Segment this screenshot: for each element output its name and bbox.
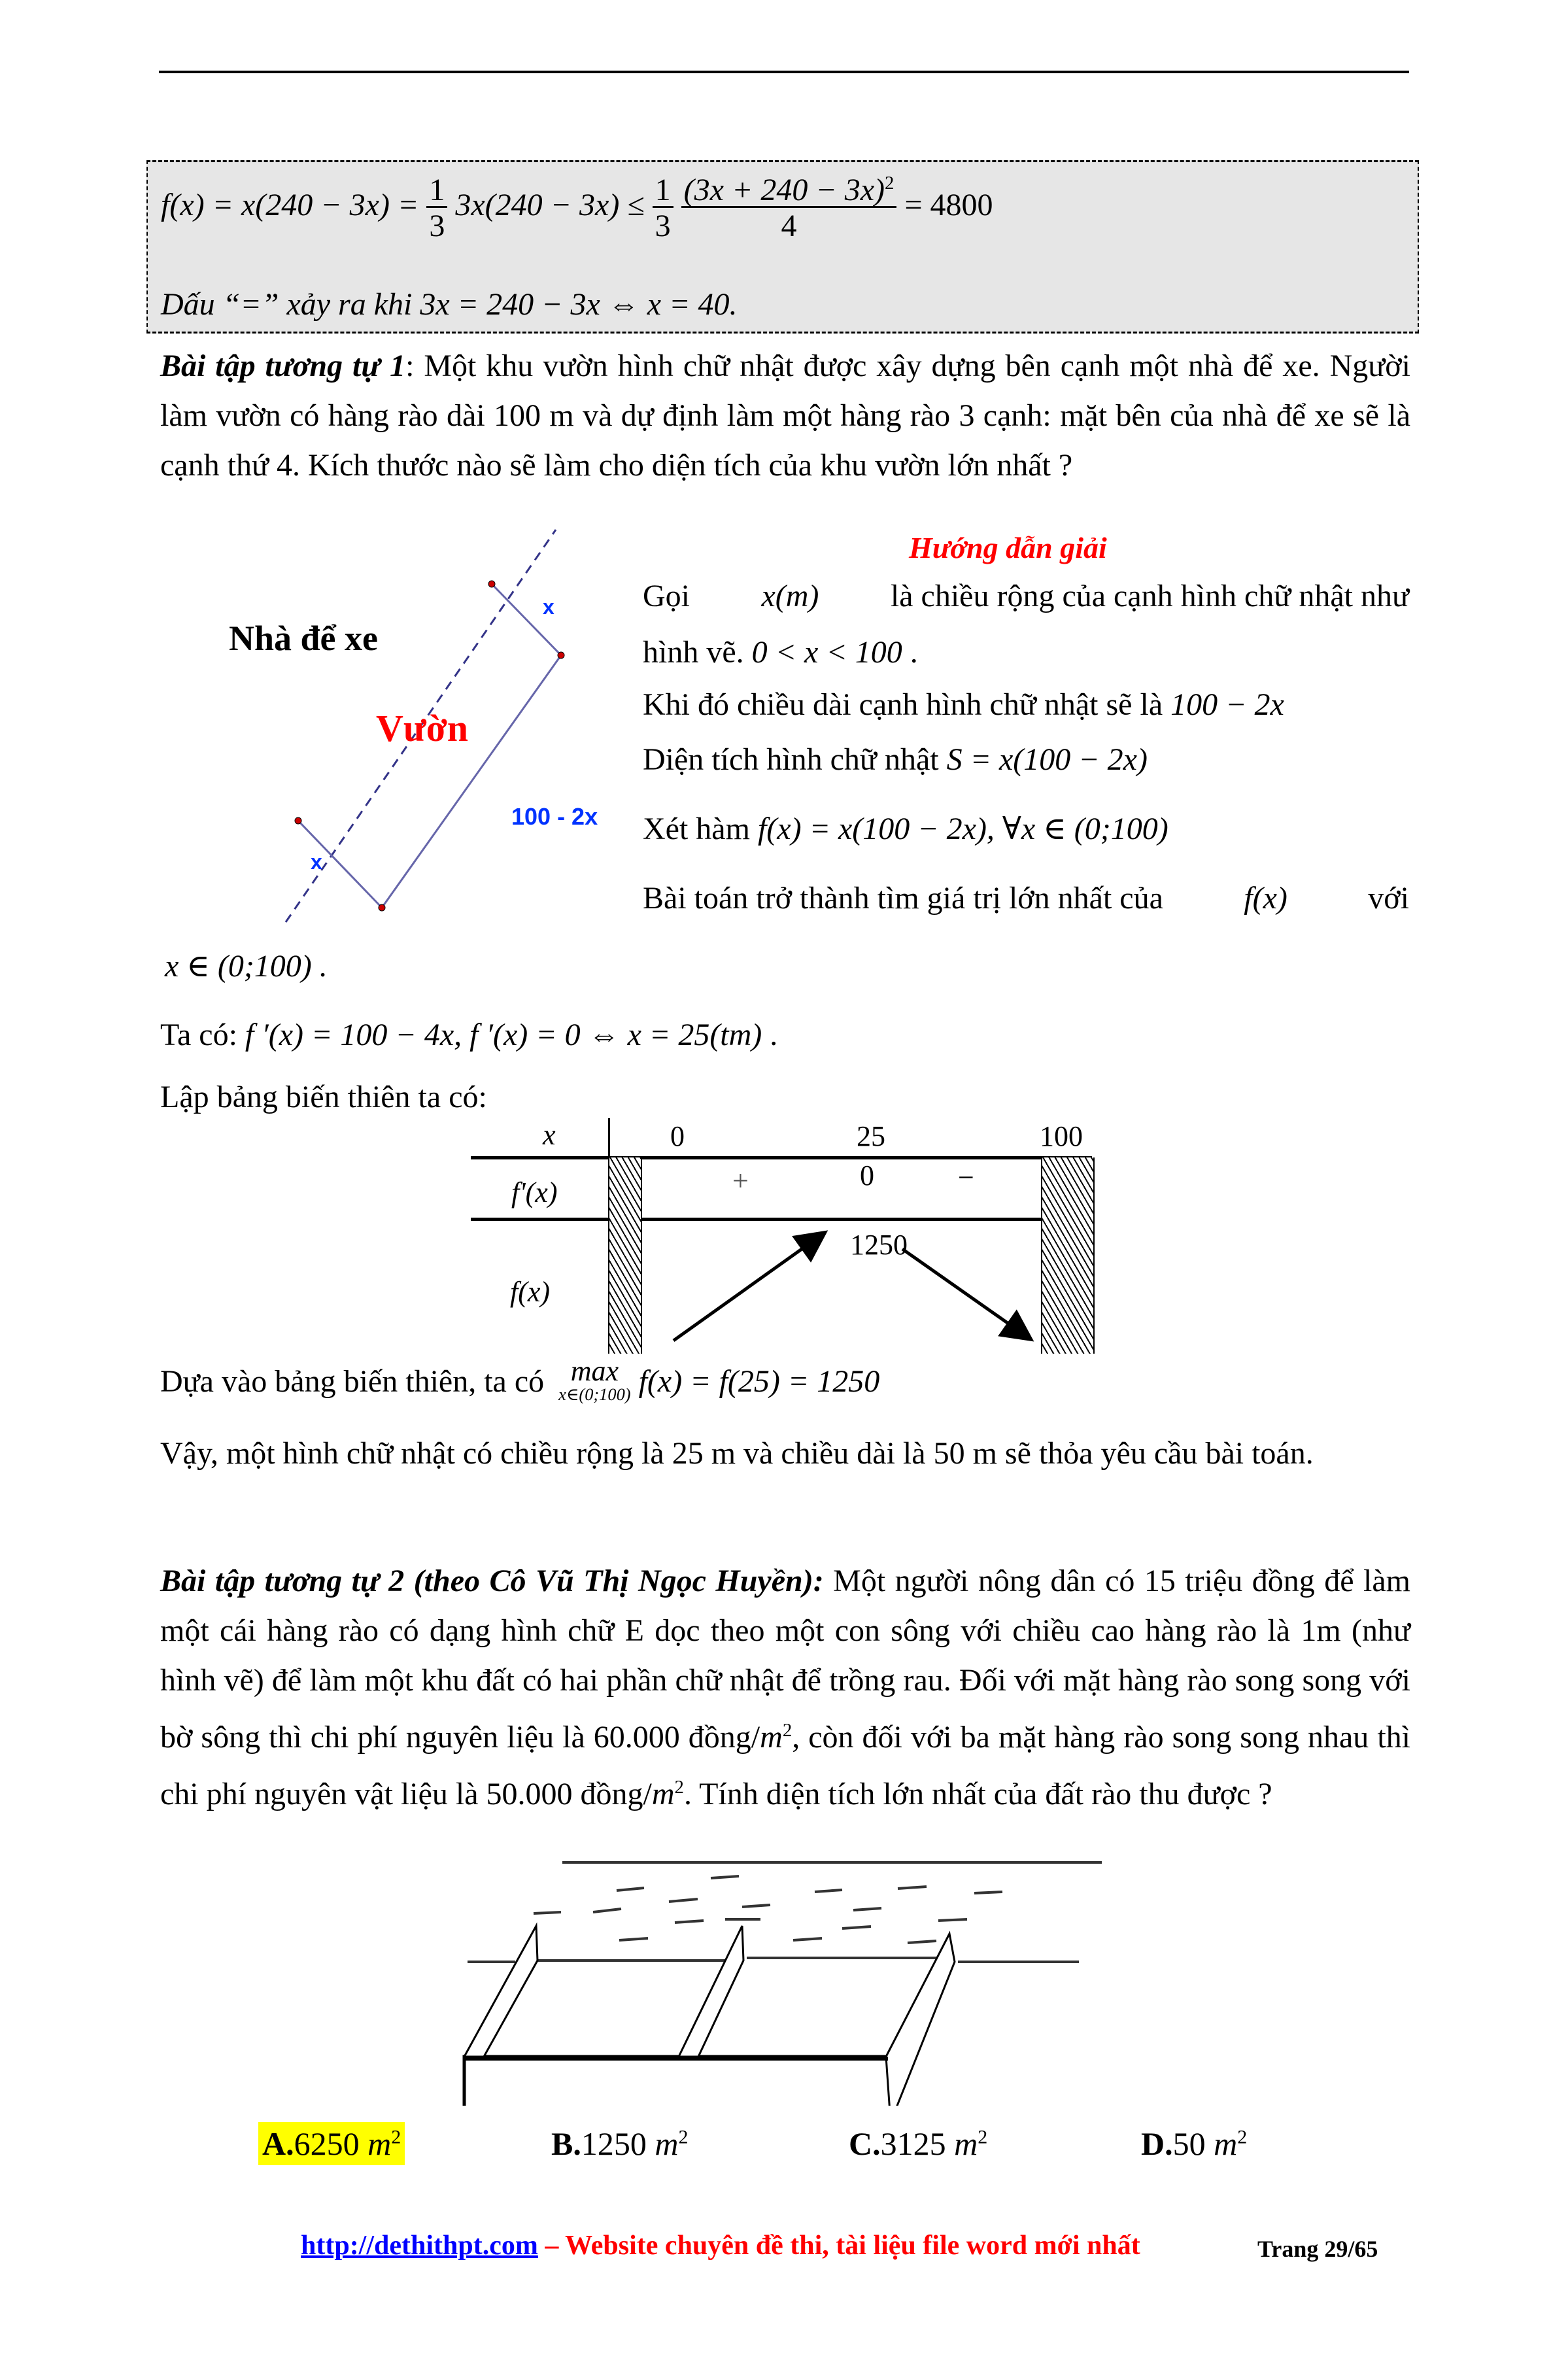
solution-lines <box>643 572 1409 923</box>
sol-line-6: Bài toán trở thành tìm giá trị lớn nhất của f(x) với <box>643 881 1409 916</box>
sign-minus: − <box>958 1161 974 1193</box>
rhs: = 4800 <box>904 188 993 223</box>
sol-line-5: Xét hàm f(x) = x(100 − 2x), ∀x ∈ (0;100) <box>643 812 1168 846</box>
exercise2-title: Bài tập tương tự 2 (theo Cô Vũ Thị Ngọc Huyền): <box>160 1564 824 1598</box>
vertex-dot <box>379 904 385 911</box>
river-fence-figure <box>458 1844 1112 2106</box>
garage-label: Nhà để xe <box>229 619 378 658</box>
fraction-one-third-2: $\frac{1}{3}$ <box>653 175 673 242</box>
decreasing-arrow-icon <box>902 1249 1023 1334</box>
variation-table <box>471 1118 1092 1354</box>
side-x-top-label: x <box>543 595 554 619</box>
sol-line-3: Khi đó chiều dài cạnh hình chữ nhật sẽ là 100 − 2x <box>643 687 1284 722</box>
vertex-dot <box>488 581 495 587</box>
solution-heading: Hướng dẫn giải <box>909 531 1107 564</box>
vertex-dot <box>295 817 301 824</box>
water-ripples <box>534 1876 1002 1943</box>
e-shaped-fence <box>464 1926 955 2106</box>
long-side-label: 100 - 2x <box>511 803 598 830</box>
side-x-bottom-label: x <box>311 850 322 874</box>
sign-plus: + <box>732 1165 749 1197</box>
solution-box <box>146 160 1419 334</box>
final-answer: Vậy, một hình chữ nhật có chiều rộng là 25 m và chiều dài là 50 m sẽ thỏa yêu cầu bài toán. <box>160 1436 1314 1471</box>
sol-line-1: Gọi x(m) là chiều rộng của cạnh hình chữ nhật như <box>643 579 1409 613</box>
sign-zero: 0 <box>860 1159 874 1191</box>
answer-d[interactable]: D.50 $m^2$ <box>1141 2125 1248 2162</box>
conclusion-line: Dựa vào bảng biến thiên, ta có max x∈(0;100) f(x) = f(25) = 1250 <box>160 1355 880 1404</box>
fraction-square-over-four: $\frac{(3x + 240 - 3x)^2}{4}$ <box>681 174 897 242</box>
footer-tagline: Website chuyên đề thi, tài liệu file word mới nhất <box>565 2231 1140 2261</box>
x-value-0: 0 <box>670 1120 685 1152</box>
header-rule <box>159 71 1409 73</box>
row-label-x: x <box>543 1119 556 1151</box>
inequality-line <box>161 174 993 242</box>
increasing-arrow-icon <box>673 1238 817 1341</box>
sol-line-2: hình vẽ. 0 < x < 100 . <box>643 635 918 670</box>
exercise2-statement: Bài tập tương tự 2 (theo Cô Vũ Thị Ngọc Huyền): Một người nông dân có 15 triệu đồng để làm một cái hàng rào có dạng hình chữ E dọc theo một con sông với chiều cao hàng rào là 1m (như hình vẽ) để làm một khu đất có hai phần chữ nhật để trồng rau. Đối với mặt hàng rào song song với bờ sông thì chi phí nguyên liệu là 60.000 đồng/$m^2$, còn đối với ba mặt hàng rào song song nhau thì chi phí nguyên vật liệu là 50.000 đồng/$m^2$. Tính diện tích lớn nhất của đất rào thu được ? <box>160 1564 1410 1811</box>
fraction-one-third: $\frac{1}{3}$ <box>426 175 447 242</box>
table-intro: Lập bảng biến thiên ta có: <box>160 1080 487 1114</box>
website-link[interactable]: http://dethithpt.com <box>301 2231 538 2261</box>
lhs: f(x) = x(240 − 3x) = <box>161 188 419 223</box>
row-label-fprime: f'(x) <box>511 1176 558 1208</box>
middle-term: 3x(240 − 3x) ≤ <box>455 188 645 223</box>
exercise1-title: Bài tập tương tự 1 <box>160 349 406 383</box>
equality-condition: Dấu “=” xảy ra khi 3x = 240 − 3x ⇔ x = 40. <box>161 287 738 322</box>
max-value: 1250 <box>850 1229 908 1261</box>
x-value-100: 100 <box>1040 1120 1083 1152</box>
answer-b[interactable]: B.1250 $m^2$ <box>551 2125 689 2162</box>
answer-a[interactable]: A.6250 $m^2$ <box>258 2122 405 2165</box>
domain-line: x ∈ (0;100) . <box>165 949 328 984</box>
answer-c[interactable]: C.3125 $m^2$ <box>849 2125 988 2162</box>
page-number: Trang 29/65 <box>1257 2236 1378 2262</box>
exercise1-statement: Bài tập tương tự 1: Một khu vườn hình chữ nhật được xây dựng bên cạnh một nhà để xe. Người làm vườn có hàng rào dài 100 m và dự định làm một hàng rào 3 cạnh: mặt bên của nhà để xe sẽ là cạnh thứ 4. Kích thước nào sẽ làm cho diện tích của khu vườn lớn nhất ? <box>160 349 1411 483</box>
variation-arrows <box>471 1118 1092 1354</box>
row-label-f: f(x) <box>510 1276 551 1308</box>
garden-label: Vườn <box>376 707 469 749</box>
x-value-25: 25 <box>857 1120 885 1152</box>
max-operator: max x∈(0;100) <box>558 1355 631 1404</box>
vertex-dot <box>558 652 564 659</box>
page-footer: http://dethithpt.com – Website chuyên đề thi, tài liệu file word mới nhất <box>301 2231 1140 2261</box>
derivative-line: Ta có: f ′(x) = 100 − 4x, f ′(x) = 0 ⇔ x = 25(tm) . <box>160 1018 778 1052</box>
sol-line-4: Diện tích hình chữ nhật S = x(100 − 2x) <box>643 742 1148 777</box>
